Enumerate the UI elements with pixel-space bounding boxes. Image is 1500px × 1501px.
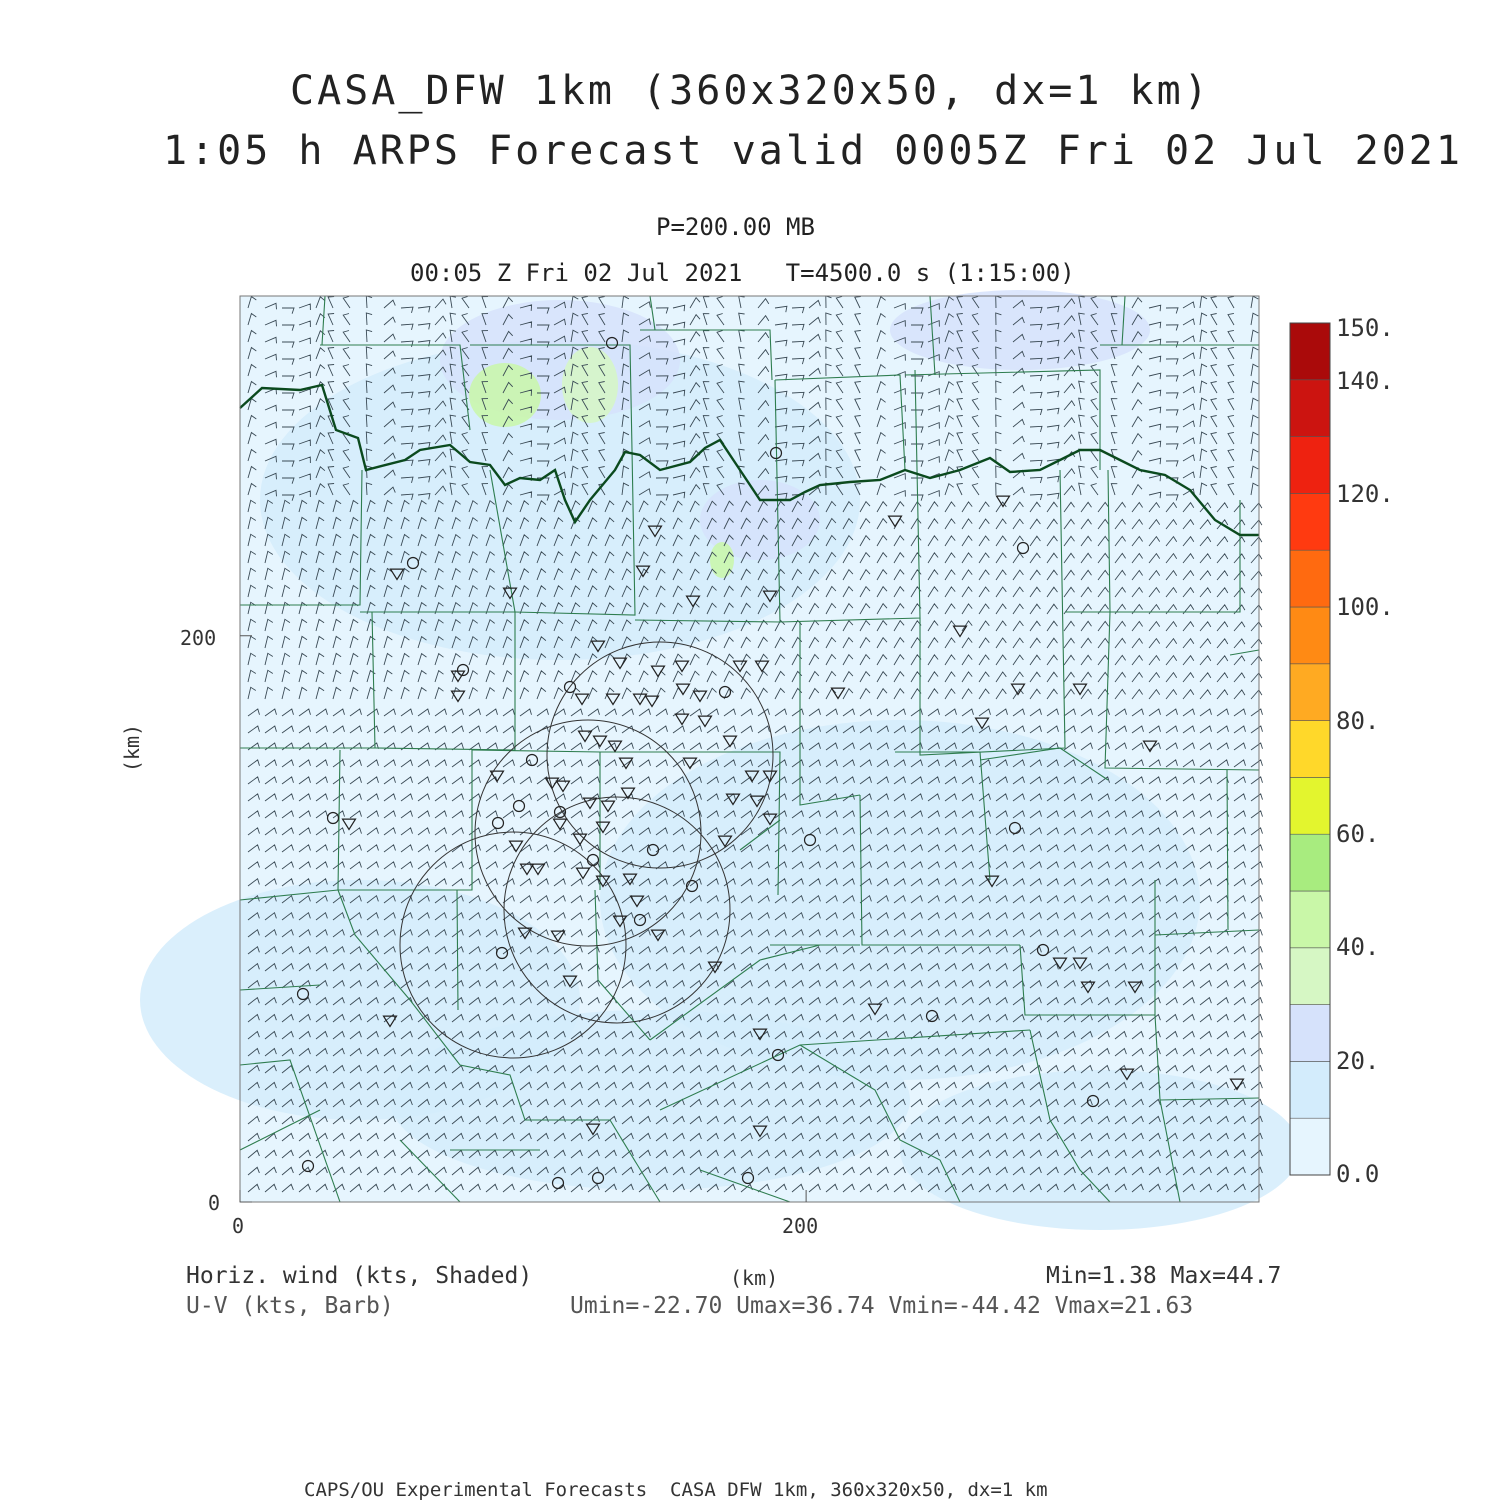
title-line-1: CASA_DFW 1km (360x320x50, dx=1 km) (290, 68, 1211, 114)
colorbar-segment (1290, 550, 1330, 607)
cbar-label-20: 20. (1336, 1047, 1380, 1075)
legend-min-max: Min=1.38 Max=44.7 (1046, 1263, 1282, 1289)
wind-speed-shading (140, 290, 1300, 1230)
colorbar-segment (1290, 493, 1330, 550)
colorbar-segment (1290, 891, 1330, 948)
colorbar-segment (1290, 777, 1330, 834)
colorbar (1290, 323, 1330, 1175)
colorbar-segment (1290, 380, 1330, 437)
cbar-label-60: 60. (1336, 820, 1380, 848)
cbar-label-0: 0.0 (1336, 1160, 1380, 1188)
colorbar-segment (1290, 1118, 1330, 1175)
shade-blob (562, 347, 618, 423)
x-axis-label: (km) (730, 1266, 779, 1290)
cbar-label-150: 150. (1336, 314, 1394, 342)
colorbar-segment (1290, 437, 1330, 494)
colorbar-segment (1290, 323, 1330, 380)
y-axis-label: (km) (120, 723, 145, 773)
colorbar-segment (1290, 607, 1330, 664)
cbar-label-100: 100. (1336, 593, 1394, 621)
colorbar-segment (1290, 664, 1330, 721)
footer-credit: CAPS/OU Experimental Forecasts CASA DFW 1km, 360x320x50, dx=1 km (304, 1479, 1048, 1501)
x-tick-200: 200 (782, 1214, 819, 1238)
y-tick-200: 200 (180, 626, 217, 650)
cbar-label-140: 140. (1336, 367, 1394, 395)
pressure-level: P=200.00 MB (656, 213, 815, 241)
valid-time: 00:05 Z Fri 02 Jul 2021 T=4500.0 s (1:15:00) (410, 259, 1075, 287)
title-line-2: 1:05 h ARPS Forecast valid 0005Z Fri 02 Jul 2021 (163, 128, 1463, 174)
y-tick-0: 0 (208, 1191, 221, 1215)
colorbar-segment (1290, 1061, 1330, 1118)
colorbar-segment (1290, 1005, 1330, 1062)
cbar-label-80: 80. (1336, 707, 1380, 735)
shade-blob (710, 542, 734, 578)
cbar-label-120: 120. (1336, 480, 1394, 508)
cbar-label-40: 40. (1336, 933, 1380, 961)
shade-blob (600, 720, 1200, 1080)
legend-field-barb: U-V (kts, Barb) (186, 1293, 394, 1319)
x-tick-0: 0 (232, 1214, 245, 1238)
legend-uv-stats: Umin=-22.70 Umax=36.74 Vmin=-44.42 Vmax=21.63 (570, 1293, 1194, 1319)
legend-field-shaded: Horiz. wind (kts, Shaded) (186, 1263, 533, 1289)
shade-blob (900, 1070, 1300, 1230)
colorbar-segment (1290, 721, 1330, 778)
colorbar-segment (1290, 948, 1330, 1005)
colorbar-segment (1290, 834, 1330, 891)
